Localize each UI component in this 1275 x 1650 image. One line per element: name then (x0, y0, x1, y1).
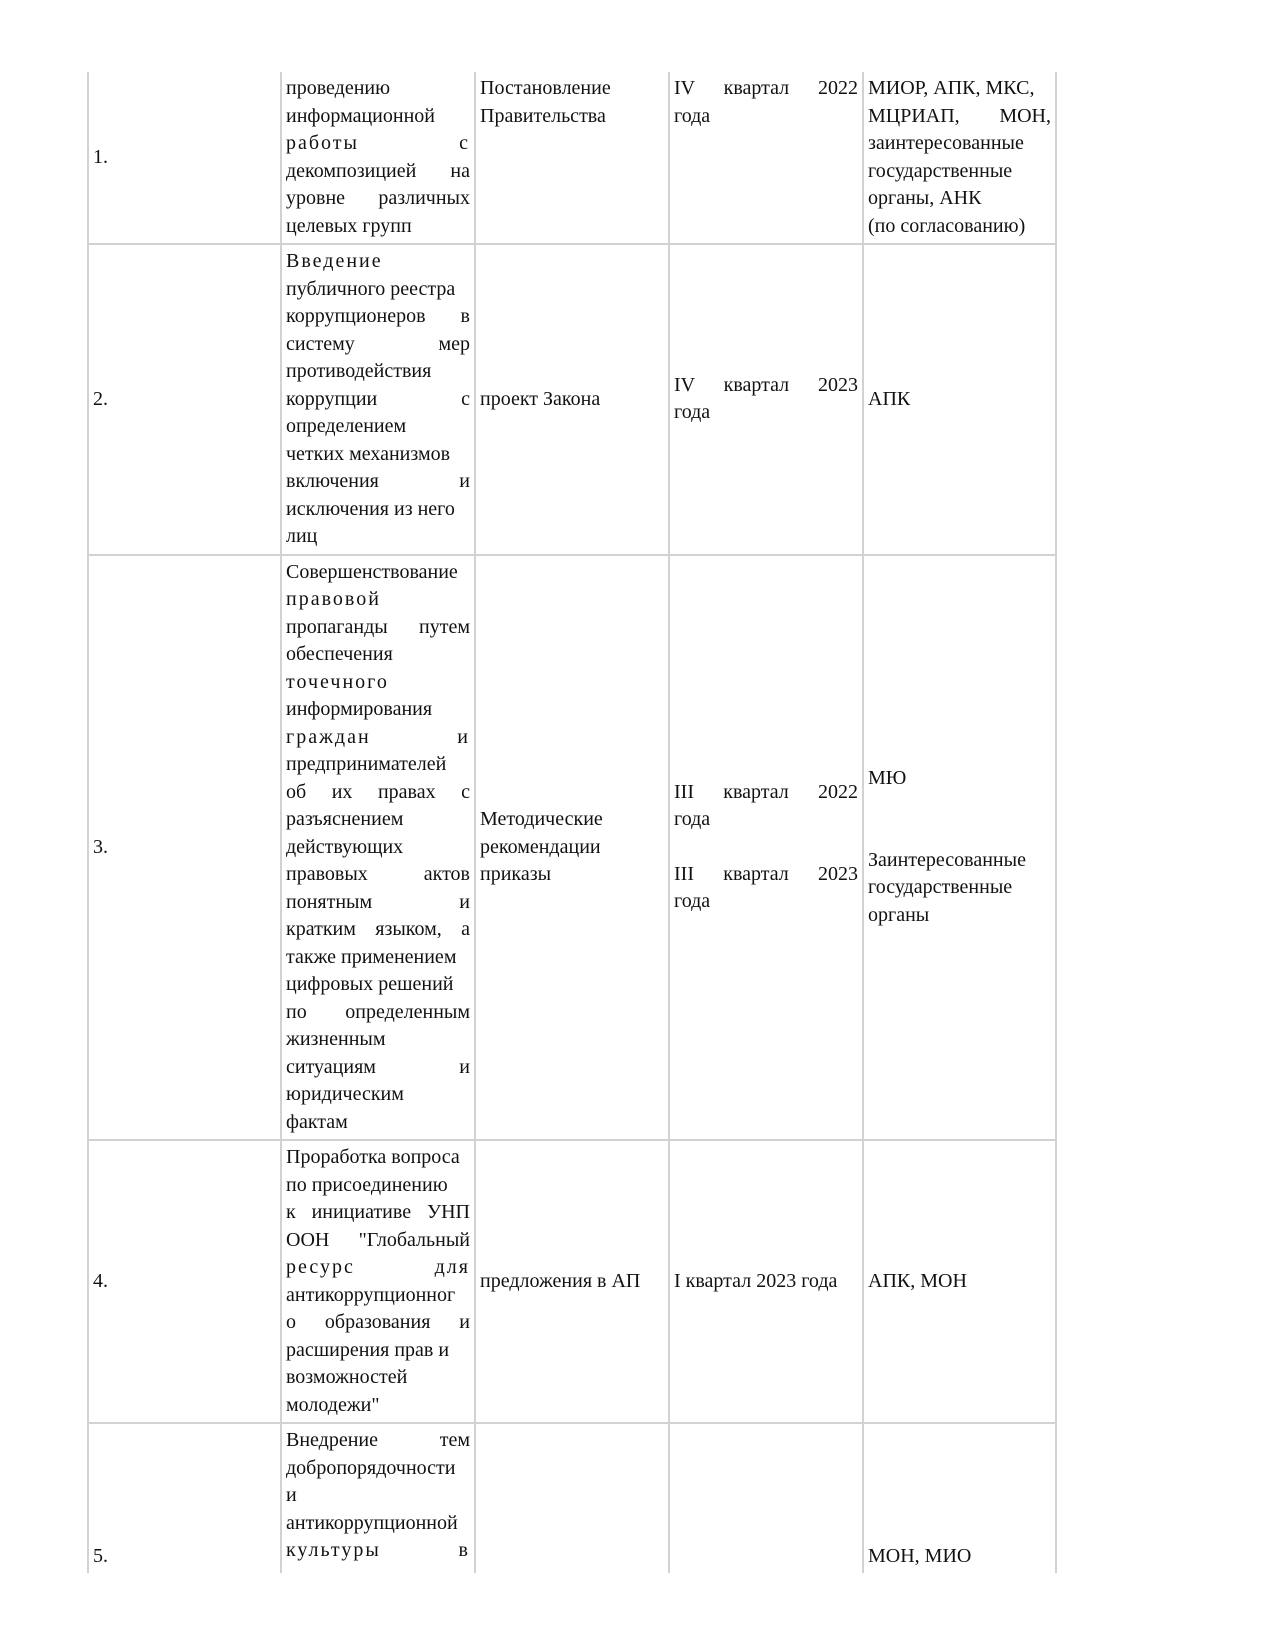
action-line: обеспечения (286, 643, 393, 665)
action-line: к инициативе УНП (286, 1201, 470, 1223)
spacer (674, 834, 858, 861)
spacer (868, 793, 1051, 820)
action-line: работы с (286, 132, 470, 154)
deadline-cell (669, 1140, 863, 1423)
action-line: декомпозицией на (286, 159, 470, 182)
action-line: Введение (286, 250, 383, 272)
deadline-line: IV квартал 2022 (674, 77, 858, 99)
deadline-cell (669, 244, 863, 555)
action-line: юридическим (286, 1083, 404, 1105)
responsible-line: МЦРИАП, МОН, (868, 104, 1051, 127)
action-line: исключения из него (286, 497, 455, 520)
responsible-line: МЮ (868, 767, 907, 790)
action-line: ситуациям и (286, 1055, 470, 1078)
action-line: граждан и (286, 725, 470, 748)
action-line: антикоррупционной (286, 1511, 458, 1534)
action-line: фактам (286, 1110, 348, 1133)
action-line: информационной (286, 104, 435, 127)
action-line: о образования и (286, 1311, 470, 1333)
action-line: молодежи" (286, 1393, 380, 1416)
action-line: антикоррупционног (286, 1283, 456, 1306)
action-line: систему мер (286, 332, 470, 355)
responsible-cell (863, 244, 1056, 555)
action-line: уровне различных (286, 187, 470, 209)
action-line: проведению (286, 77, 391, 99)
action-line: культуры в (286, 1539, 470, 1561)
action-line: правовых актов (286, 863, 470, 885)
action-plan-table (87, 72, 1057, 1573)
action-cell (281, 555, 475, 1141)
action-cell (281, 72, 475, 244)
form-line: приказы (480, 863, 552, 885)
form-line: рекомендации (480, 835, 601, 858)
deadline-line: года (674, 401, 711, 424)
form-line: Правительства (480, 104, 606, 127)
action-line: противодействия (286, 360, 432, 382)
responsible-line: органы (868, 903, 930, 926)
deadline-cell (669, 72, 863, 244)
document-form-cell (475, 555, 669, 1141)
action-line: расширения прав и (286, 1338, 450, 1361)
row-number: 2. (88, 244, 281, 555)
action-line: ресурс для (286, 1256, 470, 1278)
action-line: об их правах с (286, 780, 470, 803)
action-line: точечного (286, 670, 389, 693)
action-line: целевых групп (286, 214, 412, 237)
spacer (868, 820, 1051, 847)
table-row (88, 1423, 1056, 1573)
action-line: пропаганды путем (286, 615, 470, 638)
responsible-cell (863, 1140, 1056, 1423)
action-line: разъяснением (286, 808, 404, 830)
table-row (88, 1140, 1056, 1423)
responsible-line: органы, АНК (868, 187, 982, 209)
action-line: определением (286, 415, 407, 437)
row-number: 5. (88, 1423, 281, 1573)
responsible-cell (863, 72, 1056, 244)
action-line: информирования (286, 698, 433, 720)
document-form-cell (475, 1140, 669, 1423)
document-form-cell (475, 72, 669, 244)
deadline-cell (669, 1423, 863, 1573)
action-line: добропорядочности (286, 1456, 456, 1479)
action-line: Проработка вопроса (286, 1146, 460, 1168)
action-line: коррупционеров в (286, 305, 470, 327)
deadline-line: года (674, 104, 711, 127)
action-line: ООН "Глобальный (286, 1228, 470, 1251)
deadline-line: III квартал 2022 (674, 780, 858, 803)
action-line: правовой (286, 588, 381, 610)
form-line: проект Закона (480, 387, 601, 410)
table-row (88, 555, 1056, 1141)
action-line: цифровых решений (286, 973, 454, 995)
responsible-line: МОН, МИО (868, 1544, 972, 1567)
action-line: жизненным (286, 1028, 386, 1050)
action-line: включения и (286, 470, 470, 492)
action-cell (281, 244, 475, 555)
action-line: предпринимателей (286, 753, 447, 775)
deadline-line: года (674, 890, 711, 913)
responsible-line: АПК, МОН (868, 1269, 967, 1292)
action-cell (281, 1140, 475, 1423)
responsible-line: Заинтересованные (868, 848, 1026, 871)
responsible-line: (по согласованию) (868, 214, 1026, 237)
form-line: Методические (480, 808, 603, 830)
document-form-cell (475, 244, 669, 555)
responsible-line: государственные (868, 876, 1013, 899)
table-row (88, 244, 1056, 555)
action-line: по определенным (286, 1000, 470, 1023)
action-line: кратким языком, а (286, 918, 470, 940)
action-line: понятным и (286, 890, 470, 913)
deadline-cell (669, 555, 863, 1141)
table-row (88, 72, 1056, 244)
deadline-line: III квартал 2023 (674, 862, 858, 885)
responsible-line: АПК (868, 387, 911, 410)
responsible-cell (863, 1423, 1056, 1573)
row-number: 1. (88, 72, 281, 244)
responsible-line: государственные (868, 159, 1013, 182)
responsible-cell (863, 555, 1056, 1141)
form-line: Постановление (480, 77, 611, 99)
form-line: предложения в АП (480, 1269, 641, 1292)
action-line: по присоединению (286, 1173, 448, 1196)
action-line: и (286, 1484, 297, 1506)
action-line: Совершенствование (286, 560, 458, 583)
row-number: 3. (88, 555, 281, 1141)
action-line: возможностей (286, 1366, 408, 1388)
action-line: четких механизмов (286, 442, 451, 465)
action-line: действующих (286, 835, 404, 858)
action-line: публичного реестра (286, 277, 456, 300)
action-line: также применением (286, 945, 457, 968)
row-number: 4. (88, 1140, 281, 1423)
action-line: коррупции с (286, 387, 470, 410)
deadline-line: I квартал 2023 года (674, 1269, 838, 1292)
action-line: Внедрение тем (286, 1429, 470, 1451)
deadline-line: года (674, 808, 711, 831)
responsible-line: МИОР, АПК, МКС, (868, 77, 1035, 99)
responsible-line: заинтересованные (868, 132, 1024, 154)
action-line: лиц (286, 525, 318, 547)
action-cell (281, 1423, 475, 1573)
document-form-cell (475, 1423, 669, 1573)
deadline-line: IV квартал 2023 (674, 373, 858, 396)
